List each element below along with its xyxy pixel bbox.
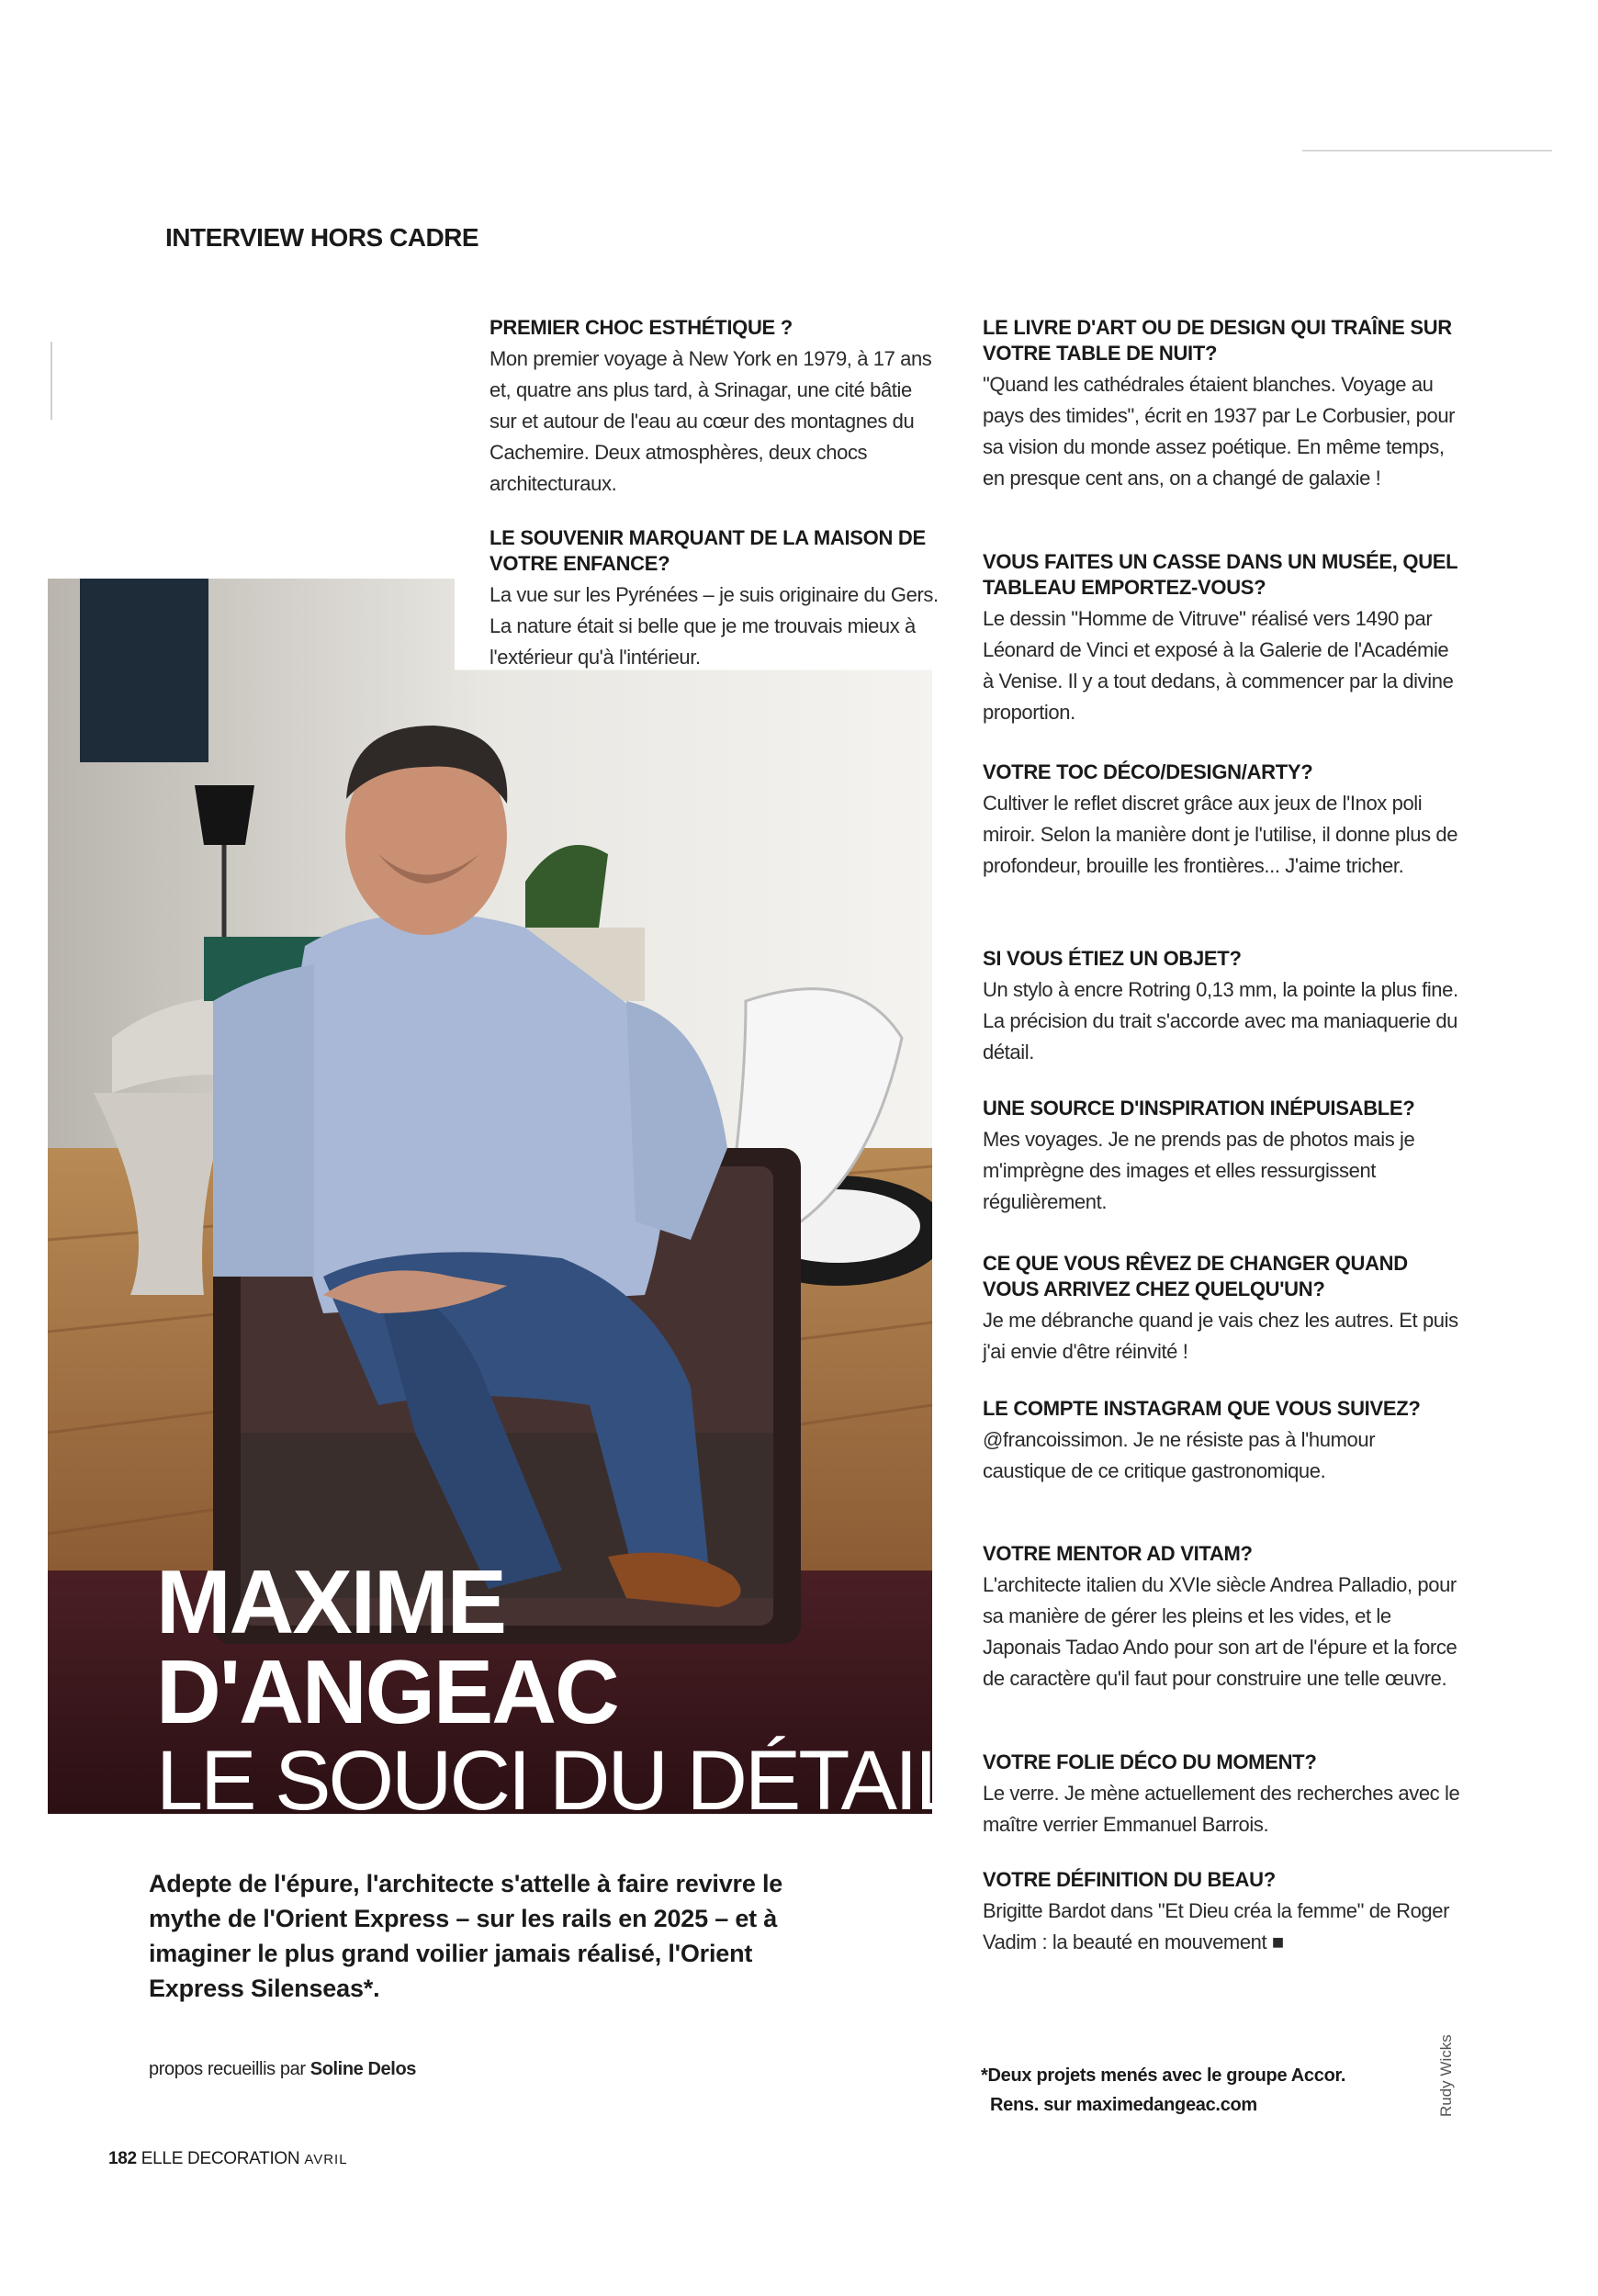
magazine-name: ELLE DECORATION	[141, 2149, 300, 2168]
qa-answer: Un stylo à encre Rotring 0,13 mm, la pointe la plus fine. La précision du trait s'accorde avec ma maniaquerie du détail.	[983, 978, 1458, 1064]
qa-answer: Mon premier voyage à New York en 1979, à 17 ans et, quatre ans plus tard, à Srinagar, une cité bâtie sur et autour de l'eau au cœur des montagnes du Cachemire. Deux atmosphères, deux chocs architecturaux.	[490, 347, 932, 495]
credit-author: Soline Delos	[309, 2059, 416, 2079]
qa-question: VOTRE MENTOR AD VITAM?	[983, 1542, 1253, 1565]
qa-question: CE QUE VOUS RÊVEZ DE CHANGER QUAND VOUS ARRIVEZ CHEZ QUELQU'UN?	[983, 1252, 1408, 1300]
intro-text: Adepte de l'épure, l'architecte s'attelle à faire revivre le mythe de l'Orient Express – sur les rails en 2025 – et à imaginer le plus grand voilier jamais réalisé, l'Orient Express Silenseas*.	[149, 1870, 783, 2002]
qa-answer: "Quand les cathédrales étaient blanches. Voyage au pays des timides", écrit en 1937 par Le Corbusier, pour sa vision du monde assez poétique. En même temps, en presque cent ans, on a changé de galaxie !	[983, 373, 1456, 490]
margin-mark	[51, 342, 52, 420]
page-folio	[108, 2149, 348, 2169]
qa-block	[983, 760, 1460, 882]
qa-answer: L'architecte italien du XVIe siècle Andrea Palladio, pour sa manière de gérer les pleins et les vides, et le Japonais Tadao Ando pour son art de l'épure et la force de caractère qu'il faut pour construire une telle œuvre.	[983, 1573, 1457, 1690]
qa-question: PREMIER CHOC ESTHÉTIQUE ?	[490, 316, 793, 339]
qa-question: LE SOUVENIR MARQUANT DE LA MAISON DE VOTRE ENFANCE?	[490, 526, 926, 575]
qa-answer: Cultiver le reflet discret grâce aux jeux de l'Inox poli miroir. Selon la manière dont je l'utilise, il donne plus de profondeur, brouille les frontières... J'aime tricher.	[983, 792, 1458, 877]
qa-answer: @francoissimon. Je ne résiste pas à l'humour caustique de ce critique gastronomique.	[983, 1428, 1376, 1482]
qa-question: VOTRE DÉFINITION DU BEAU?	[983, 1868, 1276, 1891]
qa-question: VOTRE FOLIE DÉCO DU MOMENT?	[983, 1750, 1317, 1773]
page-number: 182	[108, 2149, 137, 2168]
headline	[156, 1551, 960, 1828]
qa-block	[983, 549, 1460, 728]
qa-answer: Le dessin "Homme de Vitruve" réalisé vers 1490 par Léonard de Vinci et exposé à la Galerie de l'Académie à Venise. Il y a tout dedans, à commencer par la divine proportion.	[983, 607, 1454, 724]
qa-block	[983, 1396, 1460, 1487]
qa-question: UNE SOURCE D'INSPIRATION INÉPUISABLE?	[983, 1097, 1415, 1120]
footnote-line: Rens. sur maximedangeac.com	[990, 2095, 1257, 2115]
qa-question: LE LIVRE D'ART OU DE DESIGN QUI TRAÎNE SUR VOTRE TABLE DE NUIT?	[983, 316, 1452, 365]
qa-question: VOUS FAITES UN CASSE DANS UN MUSÉE, QUEL TABLEAU EMPORTEZ-VOUS?	[983, 550, 1457, 599]
headline-subtitle: LE SOUCI DU DÉTAIL	[156, 1734, 960, 1828]
qa-answer: Je me débranche quand je vais chez les autres. Et puis j'ai envie d'être réinvité !	[983, 1309, 1458, 1363]
qa-block	[490, 315, 940, 500]
qa-question: SI VOUS ÉTIEZ UN OBJET?	[983, 947, 1242, 970]
issue-month: AVRIL	[304, 2152, 348, 2167]
credit-prefix: propos recueillis par	[149, 2059, 306, 2079]
headline-first-name: MAXIME	[156, 1551, 505, 1652]
qa-block	[983, 315, 1460, 494]
photo-credit: Rudy Wicks	[1437, 2034, 1455, 2117]
qa-answer: Brigitte Bardot dans "Et Dieu créa la femme" de Roger Vadim : la beauté en mouvement ■	[983, 1899, 1450, 1953]
qa-question: VOTRE TOC DÉCO/DESIGN/ARTY?	[983, 760, 1313, 783]
author-credit	[149, 2059, 416, 2080]
qa-block	[983, 946, 1460, 1068]
qa-question: LE COMPTE INSTAGRAM QUE VOUS SUIVEZ?	[983, 1397, 1421, 1420]
section-rubric: INTERVIEW HORS CADRE	[165, 223, 479, 252]
footnote-line: *Deux projets menés avec le groupe Accor.	[981, 2065, 1346, 2086]
qa-answer: Mes voyages. Je ne prends pas de photos mais je m'imprègne des images et elles ressurgissent régulièrement.	[983, 1128, 1415, 1213]
headline-last-name: D'ANGEAC	[156, 1641, 618, 1742]
qa-answer: Le verre. Je mène actuellement des recherches avec le maître verrier Emmanuel Barrois.	[983, 1782, 1460, 1836]
top-rule	[1302, 150, 1552, 152]
qa-block	[983, 1251, 1460, 1367]
footnote	[981, 2061, 1440, 2120]
qa-answer: La vue sur les Pyrénées – je suis originaire du Gers. La nature était si belle que je me trouvais mieux à l'extérieur qu'à l'intérieur.	[490, 583, 939, 669]
qa-block	[983, 1867, 1460, 1958]
qa-block	[983, 1750, 1460, 1840]
qa-block	[983, 1096, 1460, 1218]
qa-block	[490, 525, 940, 673]
qa-block	[983, 1541, 1460, 1694]
